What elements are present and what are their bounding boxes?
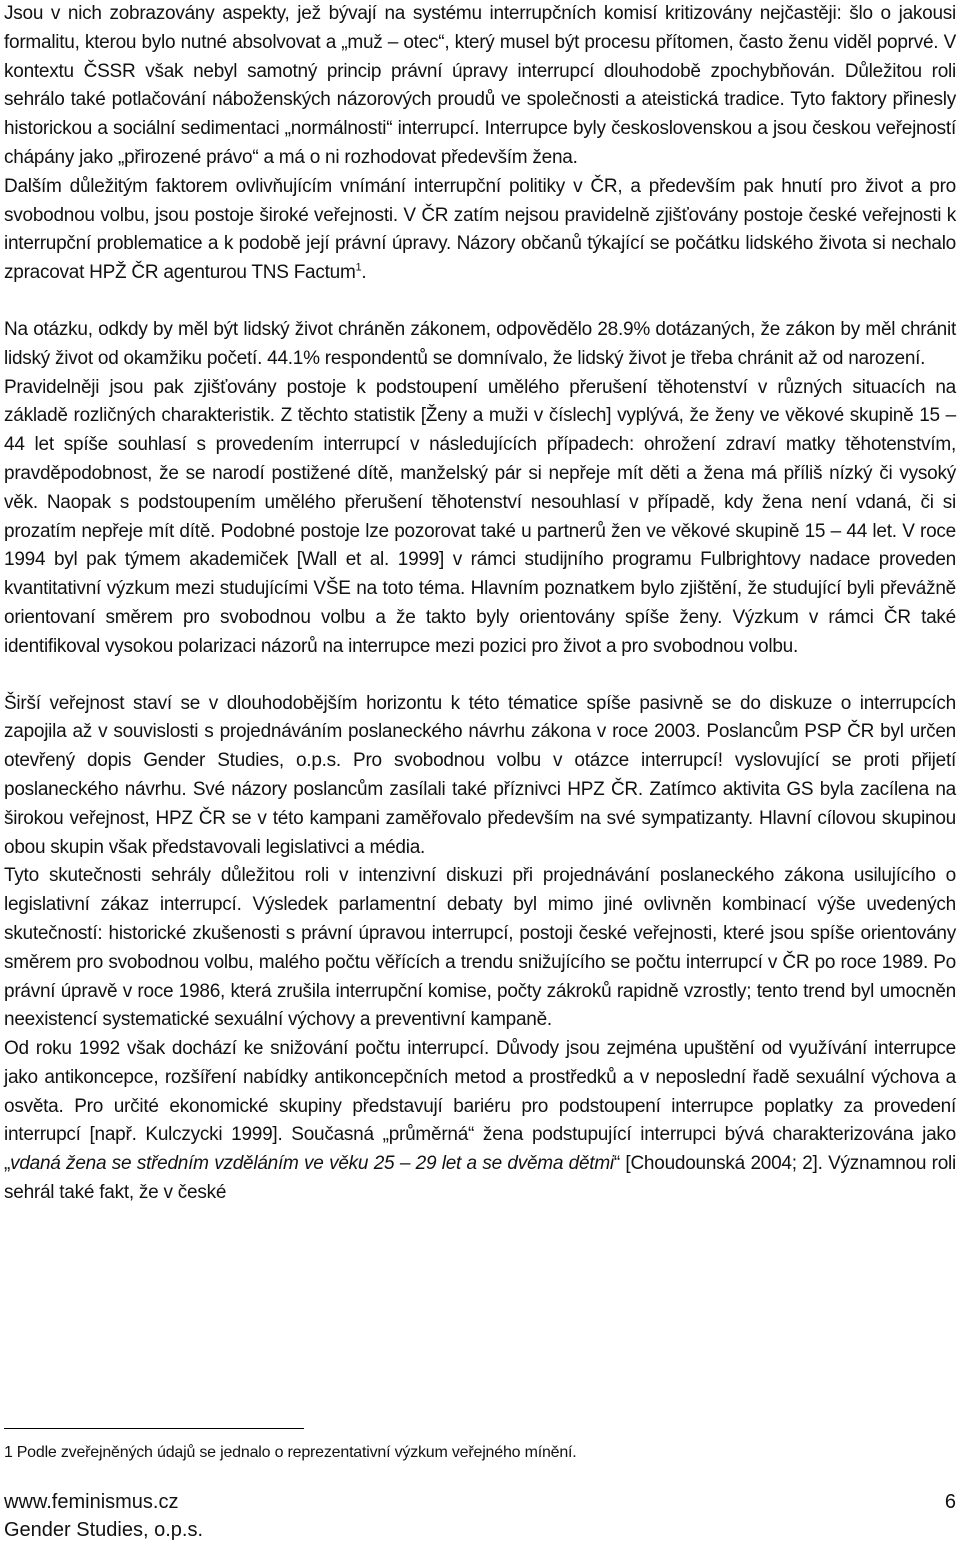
page-number: 6	[944, 1491, 956, 1513]
paragraph-3: Na otázku, odkdy by měl být lidský život chráněn zákonem, odpovědělo 28.9% dotázaných, že zákon by měl chránit lidský život od okamžiku početí. 44.1% respondentů se domnívalo, že lidský život je třeba chránit až od narození.	[4, 318, 956, 369]
footnote-reference: 1	[355, 261, 362, 274]
paragraph-spacer	[4, 288, 956, 316]
footnote-divider	[4, 1428, 304, 1429]
page-footer	[4, 1488, 203, 1544]
paragraph-2	[4, 173, 956, 288]
paragraph-7-after: “ [Choudounská 2004; 2]. Významnou roli sehrál také fakt, že v české	[4, 1153, 956, 1204]
paragraph-2-end: .	[361, 262, 367, 284]
paragraph-7-italic: vdaná žena se středním vzděláním ve věku 25 – 29 let a se dvěma dětmi	[10, 1153, 614, 1175]
footnote-text: Podle zveřejněných údajů se jednalo o reprezentativní výzkum veřejného mínění.	[16, 1444, 577, 1461]
paragraph-4: Pravidelněji jsou pak zjišťovány postoje k podstoupení umělého přerušení těhotenství v různých situacích na základě rozličných charakteristik. Z těchto statistik [Ženy a muži v číslech] vyplývá, že ženy ve věkové skupině 15 – 44 let spíše souhlasí s provedením interrupcí v následujících případech: ohrožení zdraví matky těhotenstvím, pravděpodobnost, že se narodí postižené dítě, manželský pár si nepřeje mít děti a žena má příliš nízký či vysoký věk. Naopak s podstoupením umělého přerušení těhotenství nesouhlasí v případě, kdy žena není vdaná, či si prozatím nepřeje mít dítě. Podobné postoje lze pozorovat také u partnerů žen ve věkové skupině 15 – 44 let. V roce 1994 byl pak týmem akademiček [Wall et al. 1999] v rámci studijního programu Fulbrightovy nadace proveden kvantitativní výzkum mezi studujícími VŠE na toto téma. Hlavním poznatkem bylo zjištění, že studující byli převážně orientovaní směrem pro svobodnou volbu a že takto byly orientovány spíše ženy. Výzkum v rámci ČR také identifikoval vysokou polarizaci názorů na interrupce mezi pozici pro život a pro svobodnou volbu.	[4, 376, 956, 657]
footer-organization: Gender Studies, o.p.s.	[4, 1519, 204, 1541]
document-body	[4, 0, 956, 1208]
footnote-mark: 1	[4, 1444, 13, 1461]
paragraph-1: Jsou v nich zobrazovány aspekty, jež bývají na systému interrupčních komisí kritizovány nejčastěji: šlo o jakousi formalitu, kterou bylo nutné absolvovat a „muž – otec“, který musel být procesu přítomen, často ženu viděl poprvé. V kontextu ČSSR však nebyl samotný princip právní úpravy interrupcí dlouhodobě zpochybňován. Důležitou roli sehrálo také potlačování náboženských názorových proudů ve společnosti a ateistická tradice. Tyto faktory přinesly historickou a sociální sedimentaci „normálnosti“ interrupcí. Interrupce byly československou a jsou českou veřejností chápány jako „přirozené právo“ a má o ni rozhodovat především žena.	[4, 3, 956, 168]
paragraph-2-text: Dalším důležitým faktorem ovlivňujícím vnímání interrupční politiky v ČR, a především pak hnutí pro život a pro svobodnou volbu, jsou postoje široké veřejnosti. V ČR zatím nejsou pravidelně zjišťovány postoje české veřejnosti k interrupční problematice a k podobě její právní úpravy. Názory občanů týkající se počátku lidského života si nechalo zpracovat HPŽ ČR agenturou TNS Factum	[4, 175, 956, 284]
footer-website-link[interactable]: www.feminismus.cz	[4, 1491, 179, 1513]
paragraph-7	[4, 1035, 956, 1208]
footnote	[4, 1443, 577, 1463]
paragraph-6: Tyto skutečnosti sehrály důležitou roli v intenzivní diskuzi při projednávání poslaneckého zákona usilujícího o legislativní zákaz interrupcí. Výsledek parlamentní debaty byl mimo jiné ovlivněn kombinací výše uvedených skutečností: historické zkušenosti s právní úpravou interrupcí, postoji české veřejnosti, které jsou spíše orientovány směrem pro svobodnou volbu, malého počtu věřících a trendu snižujícího se počtu interrupcí v ČR po roce 1989. Po právní úpravě v roce 1986, která zrušila interrupční komise, počty zákroků rapidně vzrostly; tento trend byl umocněn neexistencí systematické sexuální výchovy a preventivní kampaně.	[4, 865, 956, 1031]
paragraph-5: Širší veřejnost staví se v dlouhodobějším horizontu k této tématice spíše pasivně se do diskuze o interrupcích zapojila až v souvislosti s projednáváním poslaneckého návrhu zákona v roce 2003. Poslancům PSP ČR byl určen otevřený dopis Gender Studies, o.p.s. Pro svobodnou volbu v otázce interrupcí! vyslovující se proti přijetí poslaneckého návrhu. Své názory poslancům zasílali také příznivci HPZ ČR. Zatímco aktivita GS byla zacílena na širokou veřejnost, HPZ ČR se v této kampani zaměřovalo především na své sympatizanty. Hlavní cílovou skupinou obou skupin však představovali legislativci a média.	[4, 692, 956, 858]
paragraph-7-before: Od roku 1992 však dochází ke snižování počtu interrupcí. Důvody jsou zejména upuštění od využívání interrupce jako antikoncepce, rozšíření nabídky antikoncepčních metod a prostředků a v neposlední řadě sexuální výchova a osvěta. Pro určité ekonomické skupiny představují bariéru pro podstoupení interrupce poplatky za provedení interrupcí [např. Kulczycki 1999]. Současná „průměrná“ žena podstupující interrupci bývá charakterizována jako „	[4, 1038, 956, 1175]
paragraph-spacer	[4, 662, 956, 690]
